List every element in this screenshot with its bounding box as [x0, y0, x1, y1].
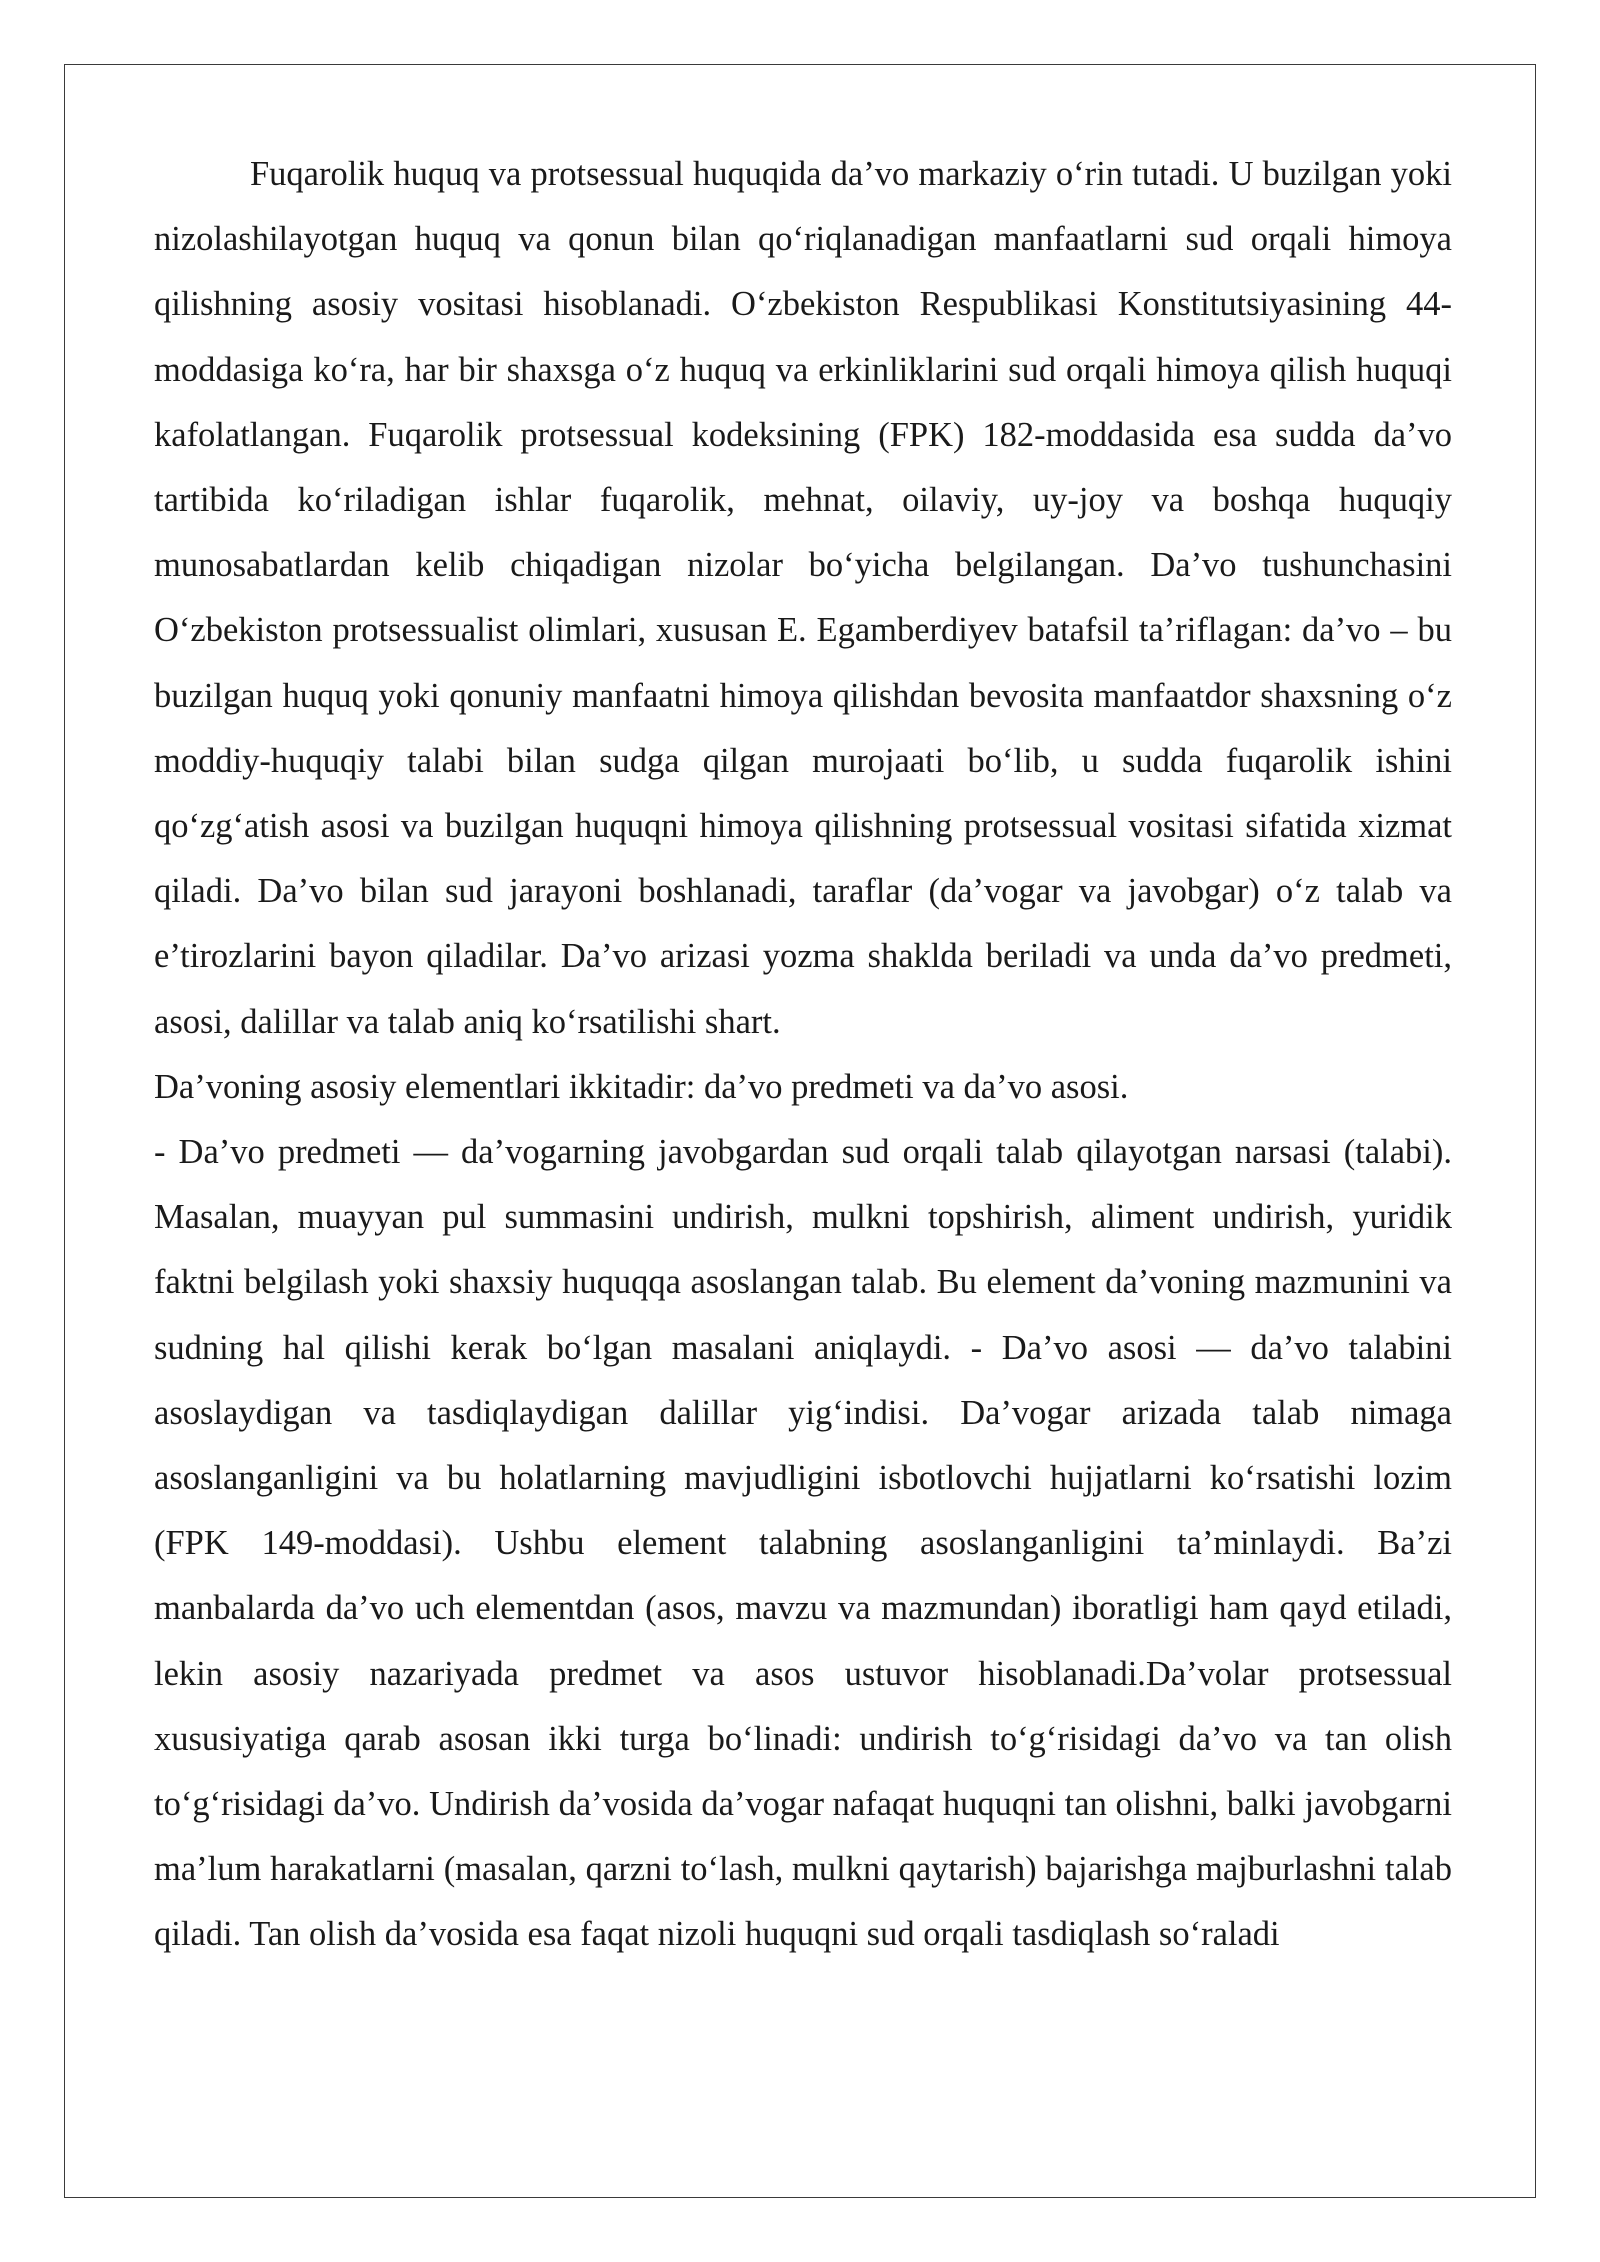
document-body	[154, 142, 1452, 1968]
paragraph-intro: Fuqarolik huquq va protsessual huquqida da’vo markaziy o‘rin tutadi. U buzilgan yoki nizolashilayotgan huquq va qonun bilan qo‘riqlanadigan manfaatlarni sud orqali himoya qilishning asosiy vositasi hisoblanadi. O‘zbekiston Respublikasi Konstitutsiyasining 44-moddasiga ko‘ra, har bir shaxsga o‘z huquq va erkinliklarini sud orqali himoya qilish huquqi kafolatlangan. Fuqarolik protsessual kodeksining (FPK) 182-moddasida esa sudda da’vo tartibida ko‘riladigan ishlar fuqarolik, mehnat, oilaviy, uy-joy va boshqa huquqiy munosabatlardan kelib chiqadigan nizolar bo‘yicha belgilangan. Da’vo tushunchasini O‘zbekiston protsessualist olimlari, xususan E. Egamberdiyev batafsil ta’riflagan: da’vo – bu buzilgan huquq yoki qonuniy manfaatni himoya qilishdan bevosita manfaatdor shaxsning o‘z moddiy-huquqiy talabi bilan sudga qilgan murojaati bo‘lib, u sudda fuqarolik ishini qo‘zg‘atish asosi va buzilgan huquqni himoya qilishning protsessual vositasi sifatida xizmat qiladi. Da’vo bilan sud jarayoni boshlanadi, taraflar (da’vogar va javobgar) o‘z talab va e’tirozlarini bayon qiladilar. Da’vo arizasi yozma shaklda beriladi va unda da’vo predmeti, asosi, dalillar va talab aniq ko‘rsatilishi shart.	[154, 155, 1452, 1041]
paragraph-elements-detail: - Da’vo predmeti — da’vogarning javobgardan sud orqali talab qilayotgan narsasi (talabi). Masalan, muayyan pul summasini undirish, mulkni topshirish, aliment undirish, yuridik faktni belgilash yoki shaxsiy huquqqa asoslangan talab. Bu element da’voning mazmunini va sudning hal qilishi kerak bo‘lgan masalani aniqlaydi. - Da’vo asosi — da’vo talabini asoslaydigan va tasdiqlaydigan dalillar yig‘indisi. Da’vogar arizada talab nimaga asoslanganligini va bu holatlarning mavjudligini isbotlovchi hujjatlarni ko‘rsatishi lozim (FPK 149-moddasi). Ushbu element talabning asoslanganligini ta’minlaydi. Ba’zi manbalarda da’vo uch elementdan (asos, mavzu va mazmundan) iboratligi ham qayd etiladi, lekin asosiy nazariyada predmet va asos ustuvor hisoblanadi.Da’volar protsessual xususiyatiga qarab asosan ikki turga bo‘linadi: undirish to‘g‘risidagi da’vo va tan olish to‘g‘risidagi da’vo. Undirish da’vosida da’vogar nafaqat huquqni tan olishni, balki javobgarni ma’lum harakatlarni (masalan, qarzni to‘lash, mulkni qaytarish) bajarishga majburlashni talab qiladi. Tan olish da’vosida esa faqat nizoli huquqni sud orqali tasdiqlash so‘raladi	[154, 1133, 1452, 1954]
paragraph-elements-heading: Da’voning asosiy elementlari ikkitadir: da’vo predmeti va da’vo asosi.	[154, 1067, 1129, 1106]
